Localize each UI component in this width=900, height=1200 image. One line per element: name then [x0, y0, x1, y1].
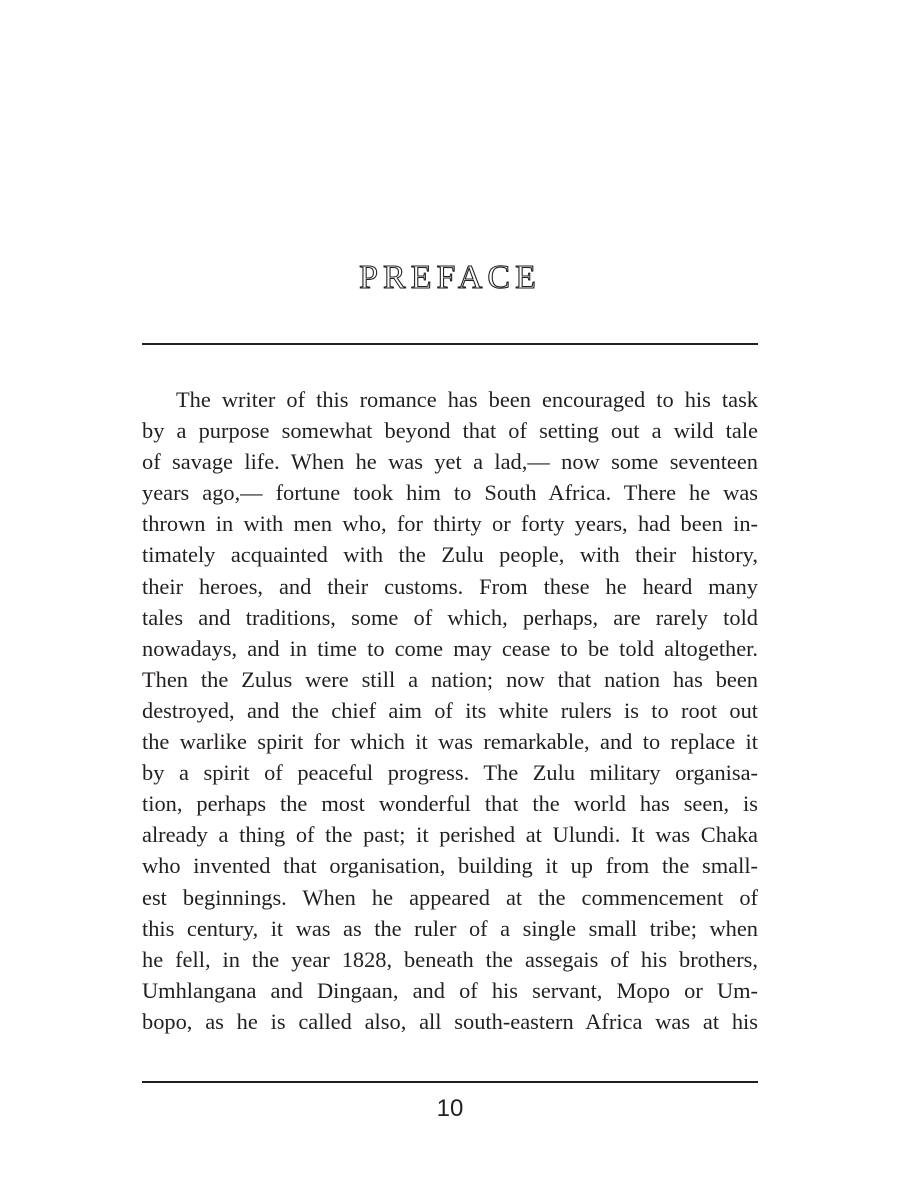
text-line: thrown in with men who, for thirty or forty years, had been in-: [142, 511, 758, 537]
text-line: this century, it was as the ruler of a single small tribe; when: [142, 915, 758, 941]
text-line: timately acquainted with the Zulu people, with their history,: [142, 542, 758, 568]
text-line: their heroes, and their customs. From these he heard many: [142, 573, 758, 599]
text-line: years ago,— fortune took him to South Africa. There he was: [142, 480, 758, 506]
chapter-heading: PREFACE: [359, 259, 541, 296]
bottom-divider: [142, 1081, 758, 1083]
text-line: destroyed, and the chief aim of its white rulers is to root out: [142, 697, 758, 723]
page-number: 10: [436, 1095, 464, 1122]
text-line: bopo, as he is called also, all south-eastern Africa was at his: [142, 1008, 758, 1034]
text-line: Umhlangana and Dingaan, and of his servant, Mopo or Um-: [142, 977, 758, 1003]
text-line: he fell, in the year 1828, beneath the assegais of his brothers,: [142, 946, 758, 972]
text-line: who invented that organisation, building it up from the small-: [142, 853, 758, 879]
text-line: The writer of this romance has been encouraged to his task: [176, 387, 758, 412]
text-line: est beginnings. When he appeared at the commencement of: [142, 884, 758, 910]
text-line: by a purpose somewhat beyond that of setting out a wild tale: [142, 418, 758, 444]
preface-paragraph: [142, 384, 758, 1037]
text-line: of savage life. When he was yet a lad,— now some seventeen: [142, 449, 758, 475]
text-line: nowadays, and in time to come may cease to be told altogether.: [142, 635, 758, 661]
top-divider: [142, 343, 758, 345]
text-line: tion, perhaps the most wonderful that the world has seen, is: [142, 791, 758, 817]
text-line: already a thing of the past; it perished at Ulundi. It was Chaka: [142, 822, 758, 848]
text-line: Then the Zulus were still a nation; now that nation has been: [142, 666, 758, 692]
text-line: by a spirit of peaceful progress. The Zulu military organisa-: [142, 760, 758, 786]
text-line: tales and traditions, some of which, perhaps, are rarely told: [142, 604, 758, 630]
text-line: the warlike spirit for which it was remarkable, and to replace it: [142, 729, 758, 755]
